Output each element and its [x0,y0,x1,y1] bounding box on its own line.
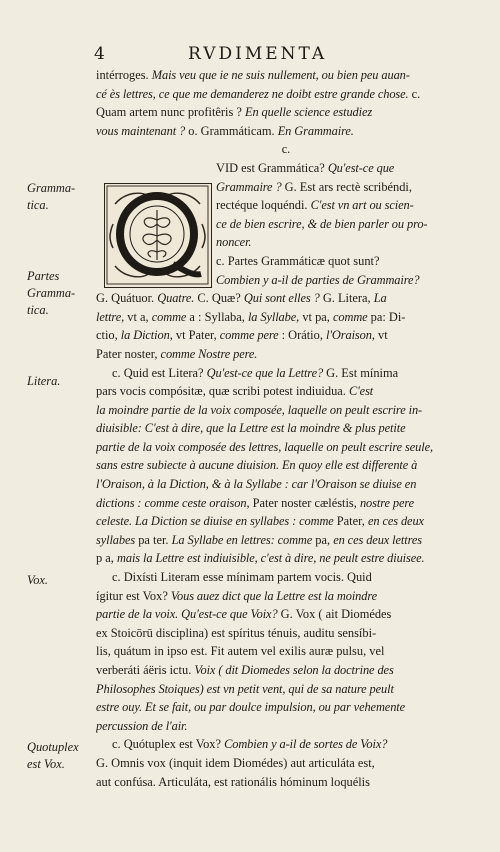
text-line-17: c. Quid est Litera? Qu'est-ce que la Lettre? G. Est mínima [112,365,399,380]
text-line-31: ex Stoicōrū disciplina) est spíritus ténuis, auditu sensíbi- [96,625,377,640]
text-line-22: sans estre subiecte à aucune diuision. En quoy elle est differente à [96,458,418,473]
text-line-36: percussion de l'air. [96,718,188,733]
main-text [96,66,476,791]
text-line-32: lis, quátum in ipso est. Fit autem vel exilis auræ pulsu, vel [96,644,385,659]
text-line-11: c. Partes Grammáticæ quot sunt? [216,253,380,268]
text-line-34: Philosophes Stoiques) est vn petit vent, qui de sa nature peult [96,681,394,696]
page-header [92,44,472,66]
margin-note-litera: Litera. [27,374,61,388]
text-line-18: pars vocis compósitæ, quæ scribi potest indiuidua. C'est [96,384,374,399]
text-line-7: Grammaire ? G. Est ars rectè scribéndi, [216,179,412,194]
running-head: RVDIMENTA [188,44,328,64]
text-line-13: G. Quátuor. Quatre. C. Quæ? Qui sont elles ? G. Litera, La [96,291,387,306]
margin-note-vox: Vox. [27,573,48,587]
speaker-label: c. [281,142,291,157]
text-line-21: partie de la voix composée des lettres, laquelle on peult escrire seule, [96,439,434,454]
text-line-20: diuisible: C'est à dire, que la Lettre est la moindre & plus petite [96,421,406,436]
text-line-3: Quam artem nunc profitêris ? En quelle science estudiez [96,105,373,120]
text-line-1: intérroges. Mais veu que ie ne suis nullement, ou bien peu auan- [96,68,410,82]
text-line-37: c. Quótuplex est Vox? Combien y a-il de sortes de Voix? [112,737,388,752]
text-line-12: Combien y a-il de parties de Grammaire? [216,272,420,287]
text-line-15: ctio, la Diction, vt Pater, comme pere : Orátio, l'Oraison, vt [96,328,388,343]
text-line-35: estre ouy. Et se fait, ou par doulce impulsion, ou par vehemente [96,700,406,715]
text-line-9: ce de bien escrire, & de bien parler ou pro- [216,216,428,231]
text-line-14: lettre, vt a, comme a : Syllaba, la Syllabe, vt pa, comme pa: Di- [96,309,406,324]
text-line-38: G. Omnis vox (inquit idem Diomédes) aut articuláta est, [96,755,375,770]
text-line-33: verberáti áëris ictu. Voix ( dit Diomedes selon la doctrine des [96,663,394,677]
text-line-39: aut confúsa. Articuláta, est rationális hóminum loquélis [96,774,370,789]
text-line-4: vous maintenant ? o. Grammáticam. En Grammaire. [96,123,354,138]
text-line-16: Pater noster, comme Nostre pere. [96,346,258,361]
text-line-25: celeste. La Diction se diuise en syllabes : comme Pater, en ces deux [96,514,424,529]
text-line-19: la moindre partie de la voix composée, laquelle on peult escrire in- [96,402,423,417]
margin-note-grammatica: Gramma- tica. [27,181,76,212]
text-line-26: syllabes pa ter. La Syllabe en lettres: comme pa, en ces deux lettres [96,532,422,547]
text-line-23: l'Oraison, à la Diction, & à la Syllabe : car l'Oraison se diuise en [96,477,417,492]
text-line-28: c. Dixísti Literam esse mínimam partem vocis. Quid [112,570,372,585]
text-line-10: noncer. [216,235,252,250]
text-line-27: p a, mais la Lettre est indiuisible, c'est à dire, ne peult estre diuisee. [96,551,425,566]
text-line-30: partie de la voix. Qu'est-ce que Voix? G. Vox ( ait Diomédes [96,607,392,622]
text-line-6: VID est Grammática? Qu'est-ce que [216,160,395,175]
margin-note-partes: Partes Gramma- tica. [27,269,76,317]
text-line-8: rectéque loquéndi. C'est vn art ou scien- [216,198,414,213]
page-number: 4 [94,44,105,64]
margin-note-quotuplex: Quotuplex est Vox. [27,740,79,771]
text-line-29: ígitur est Vox? Vous auez dict que la Lettre est la moindre [96,588,378,603]
text-line-24: dictions : comme ceste oraison, Pater noster cæléstis, nostre pere [96,495,415,510]
text-line-2: cé ès lettres, ce que me demanderez ne doibt estre grande chose. c. [96,86,421,101]
